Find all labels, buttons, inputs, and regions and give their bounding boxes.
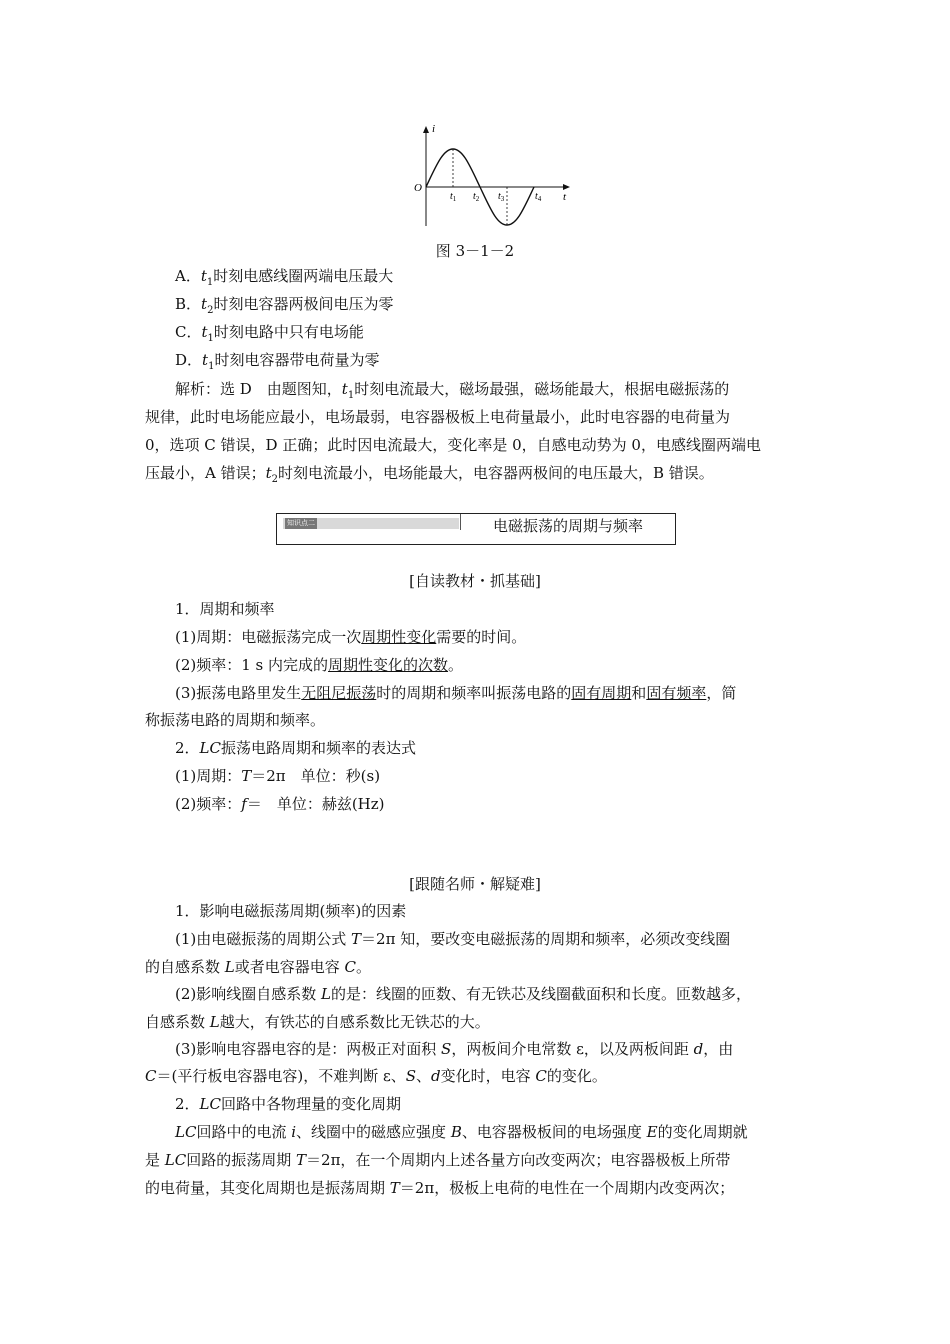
self-study-period-def: (1)周期：电磁振荡完成一次周期性变化需要的时间。 [175, 628, 527, 646]
knowledge-point-divider [460, 514, 461, 530]
origin-label: O [414, 182, 422, 194]
knowledge-point-tag-label: 知识点二 [287, 519, 315, 527]
teacher-q-line-3: 的电荷量，其变化周期也是振荡周期 T＝2π，极板上电荷的电性在一个周期内改变两次； [145, 1179, 735, 1197]
knowledge-point-box [276, 513, 676, 545]
knowledge-point-tag [283, 518, 459, 529]
analysis-line-4: 压最小，A 错误；$t_2$时刻电流最小，电场能最大，电容器两极间的电压最大，B 错误。 [145, 464, 714, 485]
self-study-natural-def-cont: 称振荡电路的周期和频率。 [145, 711, 326, 729]
teacher-p1-line-1: (1)由电磁振荡的周期公式 T＝2π 知，要改变电磁振荡的周期和频率，必须改变线圈 [175, 930, 731, 948]
teacher-p2-line-2: 自感系数 L越大，有铁芯的自感系数比无铁芯的大。 [145, 1013, 490, 1031]
teacher-item-1: 1．影响电磁振荡周期(频率)的因素 [175, 902, 407, 920]
t-axis-arrow [563, 184, 570, 190]
teacher-item-2: 2．LC回路中各物理量的变化周期 [175, 1095, 402, 1113]
teacher-p3-line-1: (3)影响电容器电容的是：两极正对面积 S，两板间介电常数 ε，以及两板间距 d，由 [175, 1040, 734, 1058]
option-a: A．$t_1$时刻电感线圈两端电压最大 [175, 267, 394, 288]
option-d: D．$t_1$时刻电容器带电荷量为零 [175, 351, 380, 372]
analysis-line-2: 规律，此时电场能应最小，电场最弱，电容器极板上电荷量最小，此时电容器的电荷量为 [145, 408, 731, 426]
teacher-q-line-1: LC回路中的电流 i、线圈中的磁感应强度 B、电容器极板间的电场强度 E的变化周期就 [175, 1123, 748, 1141]
axis-t-label: t [563, 191, 567, 203]
t1-label: $t_1$ [450, 191, 457, 203]
self-study-item-2: 2．LC振荡电路周期和频率的表达式 [175, 739, 417, 757]
self-study-period-formula: (1)周期：T＝2π 单位：秒(s) [175, 767, 381, 785]
analysis-line-3: 0，选项 C 错误，D 正确；此时因电流最大，变化率是 0，自感电动势为 0，电感线圈两端电 [145, 436, 761, 454]
teacher-q-line-2: 是 LC回路的振荡周期 T＝2π，在一个周期内上述各量方向改变两次；电容器极板上所带 [145, 1151, 731, 1169]
analysis-line-1: 解析：选 D 由题图知，$t_1$时刻电流最大，磁场最强，磁场能最大，根据电磁振荡的 [175, 380, 730, 401]
teacher-p3-line-2: C＝(平行板电容器电容)，不难判断 ε、S、d变化时，电容 C的变化。 [145, 1067, 607, 1085]
i-axis-arrow [423, 126, 429, 133]
current-time-graph [410, 118, 580, 228]
self-study-frequency-formula: (2)频率：f＝ 单位：赫兹(Hz) [175, 795, 385, 813]
self-study-heading: [自读教材・抓基础] [409, 572, 541, 590]
self-study-item-1: 1．周期和频率 [175, 600, 275, 618]
t3-label: $t_3$ [498, 191, 505, 203]
t2-label: $t_2$ [473, 191, 480, 203]
self-study-frequency-def: (2)频率：1 s 内完成的周期性变化的次数。 [175, 656, 464, 674]
self-study-natural-def: (3)振荡电路里发生无阻尼振荡时的周期和频率叫振荡电路的固有周期和固有频率，简 [175, 684, 737, 702]
option-c: C．$t_1$时刻电路中只有电场能 [175, 323, 364, 344]
t4-label: $t_4$ [535, 191, 542, 203]
teacher-heading: [跟随名师・解疑难] [409, 875, 541, 893]
figure-caption: 图 3－1－2 [435, 242, 515, 260]
teacher-p1-line-2: 的自感系数 L或者电容器电容 C。 [145, 958, 372, 976]
teacher-p2-line-1: (2)影响线圈自感系数 L的是：线圈的匝数、有无铁芯及线圈截面积和长度。匝数越多， [175, 985, 752, 1003]
knowledge-point-title: 电磁振荡的周期与频率 [493, 517, 644, 535]
axis-i-label: i [432, 123, 436, 135]
option-b: B．$t_2$时刻电容器两极间电压为零 [175, 295, 394, 316]
